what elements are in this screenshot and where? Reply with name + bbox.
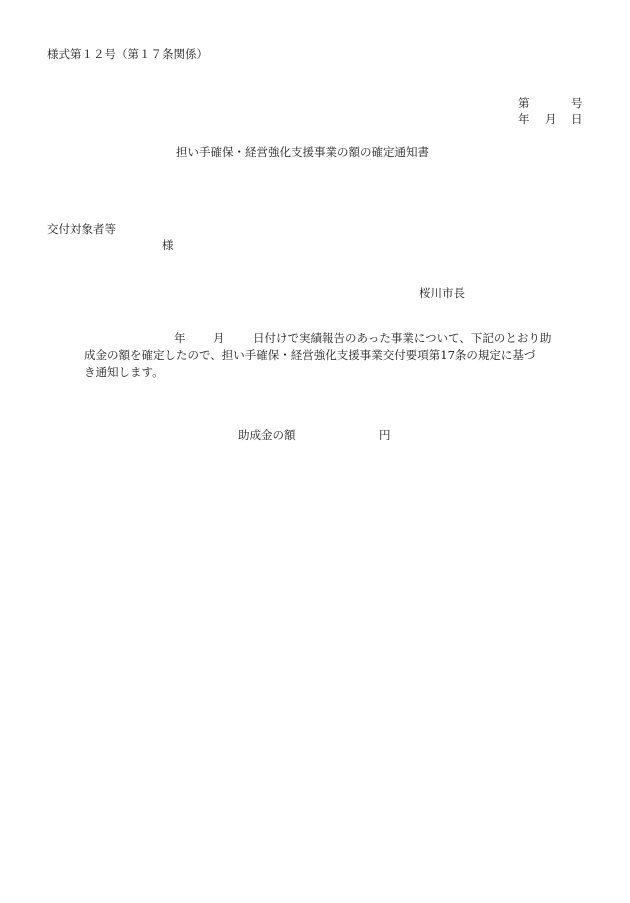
body-line-2: 成金の額を確定したので、担い手確保・経営強化支援事業交付要項第17条の規定に基づ — [84, 348, 536, 362]
date-day-label: 日 — [571, 112, 583, 126]
body-year-label: 年 — [174, 331, 186, 345]
recipient-label: 交付対象者等 — [47, 222, 116, 236]
document-title: 担い手確保・経営強化支援事業の額の確定通知書 — [176, 145, 429, 159]
body-month-label: 月 — [213, 331, 225, 345]
issuer-name: 桜川市長 — [419, 286, 465, 300]
doc-number-label: 第 — [518, 96, 530, 110]
body-line-3: き通知します。 — [84, 365, 164, 379]
body-line-1-text: 日付けで実績報告のあった事業について、下記のとおり助 — [253, 331, 552, 345]
recipient-honorific: 様 — [162, 238, 174, 252]
doc-number-suffix: 号 — [571, 96, 583, 110]
date-year-label: 年 — [518, 112, 530, 126]
form-number: 様式第１２号（第１７条関係） — [47, 47, 208, 61]
amount-unit: 円 — [379, 428, 391, 442]
date-month-label: 月 — [545, 112, 557, 126]
amount-label: 助成金の額 — [238, 428, 296, 442]
